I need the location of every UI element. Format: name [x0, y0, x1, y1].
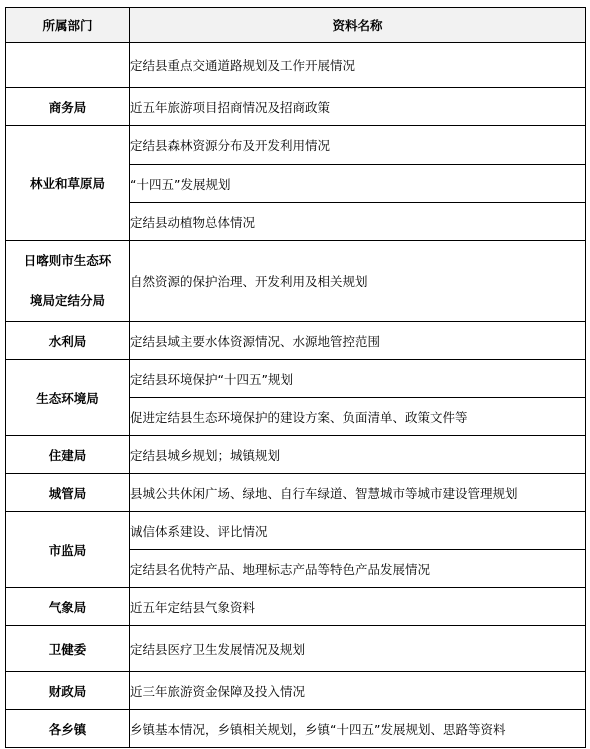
- dept-line-1: 日喀则市生态环: [23, 253, 112, 268]
- table-row: [6, 710, 586, 748]
- dept-cell: 气象局: [6, 588, 130, 626]
- table-row: [6, 512, 586, 550]
- dept-cell: 城管局: [6, 474, 130, 512]
- dept-cell: [6, 43, 130, 88]
- table-header-row: [6, 8, 586, 43]
- table-row: [6, 88, 586, 126]
- item-cell: 定结县医疗卫生发展情况及规划: [130, 626, 586, 672]
- item-cell: 定结县动植物总体情况: [130, 203, 586, 241]
- item-cell: 诚信体系建设、评比情况: [130, 512, 586, 550]
- dept-line-2: 境局定结分局: [29, 293, 105, 308]
- item-cell: 自然资源的保护治理、开发利用及相关规划: [130, 241, 586, 322]
- dept-cell: 生态环境局: [6, 360, 130, 436]
- item-cell: 定结县域主要水体资源情况、水源地管控范围: [130, 322, 586, 360]
- item-cell: 定结县环境保护“十四五”规划: [130, 360, 586, 398]
- dept-cell: [6, 241, 130, 322]
- table-row: [6, 360, 586, 398]
- item-cell: 定结县重点交通道路规划及工作开展情况: [130, 43, 586, 88]
- item-cell: 近五年旅游项目招商情况及招商政策: [130, 88, 586, 126]
- materials-table: [5, 7, 586, 748]
- item-cell: 县城公共休闲广场、绿地、自行车绿道、智慧城市等城市建设管理规划: [130, 474, 586, 512]
- dept-cell: 林业和草原局: [6, 126, 130, 241]
- table-row: [6, 322, 586, 360]
- table-row: [6, 588, 586, 626]
- dept-cell: 市监局: [6, 512, 130, 588]
- item-cell: 近三年旅游资金保障及投入情况: [130, 672, 586, 710]
- dept-cell: 各乡镇: [6, 710, 130, 748]
- dept-cell: 住建局: [6, 436, 130, 474]
- header-name: 资料名称: [130, 8, 586, 43]
- dept-cell: 卫健委: [6, 626, 130, 672]
- table-row: [6, 126, 586, 165]
- dept-cell: 水利局: [6, 322, 130, 360]
- item-cell: 定结县名优特产品、地理标志产品等特色产品发展情况: [130, 550, 586, 588]
- table-row: [6, 626, 586, 672]
- item-cell: 定结县森林资源分布及开发利用情况: [130, 126, 586, 165]
- header-dept: 所属部门: [6, 8, 130, 43]
- dept-cell: 商务局: [6, 88, 130, 126]
- item-cell: 近五年定结县气象资料: [130, 588, 586, 626]
- item-cell: 促进定结县生态环境保护的建设方案、负面清单、政策文件等: [130, 398, 586, 436]
- table-row: [6, 241, 586, 322]
- item-cell: “十四五”发展规划: [130, 165, 586, 203]
- dept-cell: 财政局: [6, 672, 130, 710]
- table-row: [6, 43, 586, 88]
- table-row: [6, 474, 586, 512]
- item-cell: 乡镇基本情况，乡镇相关规划，乡镇“十四五”发展规划、思路等资料: [130, 710, 586, 748]
- table-row: [6, 672, 586, 710]
- table-row: [6, 436, 586, 474]
- item-cell: 定结县城乡规划；城镇规划: [130, 436, 586, 474]
